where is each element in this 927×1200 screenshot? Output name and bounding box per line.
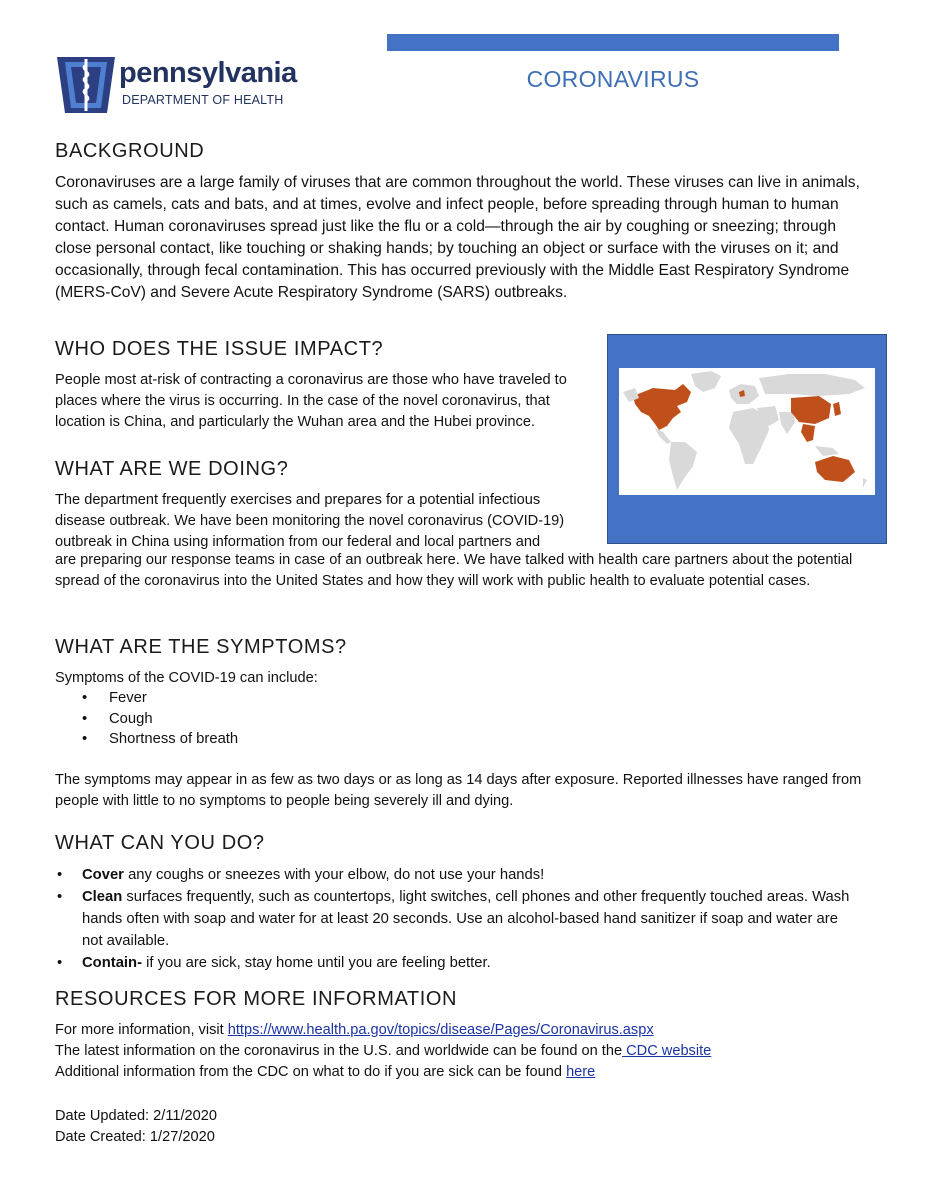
page-title: CORONAVIRUS bbox=[526, 66, 700, 92]
list-item bbox=[55, 886, 855, 952]
symptoms-intro: Symptoms of the COVID-19 can include: bbox=[55, 670, 318, 686]
cdc-sick-here-link[interactable]: here bbox=[566, 1064, 596, 1080]
header-accent-bar bbox=[387, 34, 839, 51]
heading-symptoms: WHAT ARE THE SYMPTOMS? bbox=[55, 636, 347, 658]
resources-line-2 bbox=[55, 1041, 875, 1062]
heading-impact: WHO DOES THE ISSUE IMPACT? bbox=[55, 338, 384, 360]
impact-text: People most at-risk of contracting a coronavirus are those who have traveled to places where the virus is occurring. In the case of the novel coronavirus, that location is China, and particularly the Wuhan area and the Hubei province. bbox=[55, 372, 567, 430]
todo-keyword: Clean bbox=[82, 889, 123, 905]
pa-health-logo bbox=[55, 55, 315, 115]
symptoms-text: The symptoms may appear in as few as two days or as long as 14 days after exposure. Reported illnesses have ranged from people with little to no symptoms to people being severely ill and dying. bbox=[55, 772, 862, 809]
doing-text-wide: are preparing our response teams in case of an outbreak here. We have talked with health care partners about the potential spread of the coronavirus into the United States and how they will work with public health to evaluate potential cases. bbox=[55, 552, 853, 589]
list-item: • Cough bbox=[55, 709, 238, 730]
pa-health-link[interactable]: https://www.health.pa.gov/topics/disease/Pages/Coronavirus.aspx bbox=[227, 1022, 654, 1038]
list-item: • Fever bbox=[55, 688, 238, 709]
background-text: Coronaviruses are a large family of viruses that are common throughout the world. These viruses can live in animals, such as camels, cats and bats, and at times, evolve and infect people, before spreading through human to human contact. Human coronaviruses spread just like the flu or a cold—through the air by coughing or sneezing; through close personal contact, like touching or shaking hands; by touching an object or surface with the viruses on it; and occasionally, through fecal contamination. This has occurred previously with the Middle East Respiratory Syndrome (MERS-CoV) and Severe Acute Respiratory Syndrome (SARS) outbreaks. bbox=[55, 174, 860, 301]
list-item bbox=[55, 952, 855, 974]
world-map-icon bbox=[619, 368, 875, 495]
doing-text-narrow: The department frequently exercises and prepares for a potential infectious disease outbreak. We have been monitoring the novel coronavirus (COVID-19) outbreak in China using information from our federal and local partners and bbox=[55, 492, 565, 550]
todo-text: if you are sick, stay home until you are feeling better. bbox=[142, 955, 491, 971]
symptoms-list bbox=[55, 688, 238, 750]
resources-line-1-text: For more information, visit bbox=[55, 1022, 228, 1038]
todo-text: surfaces frequently, such as countertops, light switches, cell phones and other frequently touched areas. Wash hands often with soap and water for at least 20 seconds. Use an alcohol-based hand sanitizer if soap and water are not available. bbox=[82, 889, 850, 949]
logo-subtitle: DEPARTMENT OF HEALTH bbox=[122, 93, 284, 107]
heading-todo: WHAT CAN YOU DO? bbox=[55, 832, 265, 854]
heading-resources: RESOURCES FOR MORE INFORMATION bbox=[55, 988, 458, 1010]
resources-line-1 bbox=[55, 1020, 875, 1041]
resources-line-3-text: Additional information from the CDC on what to do if you are sick can be found bbox=[55, 1064, 567, 1080]
date-updated: Date Updated: 2/11/2020 bbox=[55, 1108, 218, 1124]
heading-doing: WHAT ARE WE DOING? bbox=[55, 458, 289, 480]
todo-keyword: Cover bbox=[82, 867, 124, 883]
resources-line-3 bbox=[55, 1062, 875, 1083]
list-item: • Shortness of breath bbox=[55, 729, 238, 750]
keystone-logo-icon bbox=[55, 55, 117, 115]
todo-text: any coughs or sneezes with your elbow, do not use your hands! bbox=[123, 867, 545, 883]
todo-list bbox=[55, 864, 855, 974]
heading-background: BACKGROUND bbox=[55, 140, 205, 162]
cdc-website-link[interactable]: CDC website bbox=[622, 1043, 712, 1059]
date-created: Date Created: 1/27/2020 bbox=[55, 1129, 215, 1145]
world-map-figure bbox=[607, 334, 887, 544]
logo-name: pennsylvania bbox=[119, 57, 297, 89]
list-item bbox=[55, 864, 855, 886]
resources-line-2-text: The latest information on the coronavirus in the U.S. and worldwide can be found on the bbox=[55, 1043, 623, 1059]
todo-keyword: Contain- bbox=[82, 955, 142, 971]
